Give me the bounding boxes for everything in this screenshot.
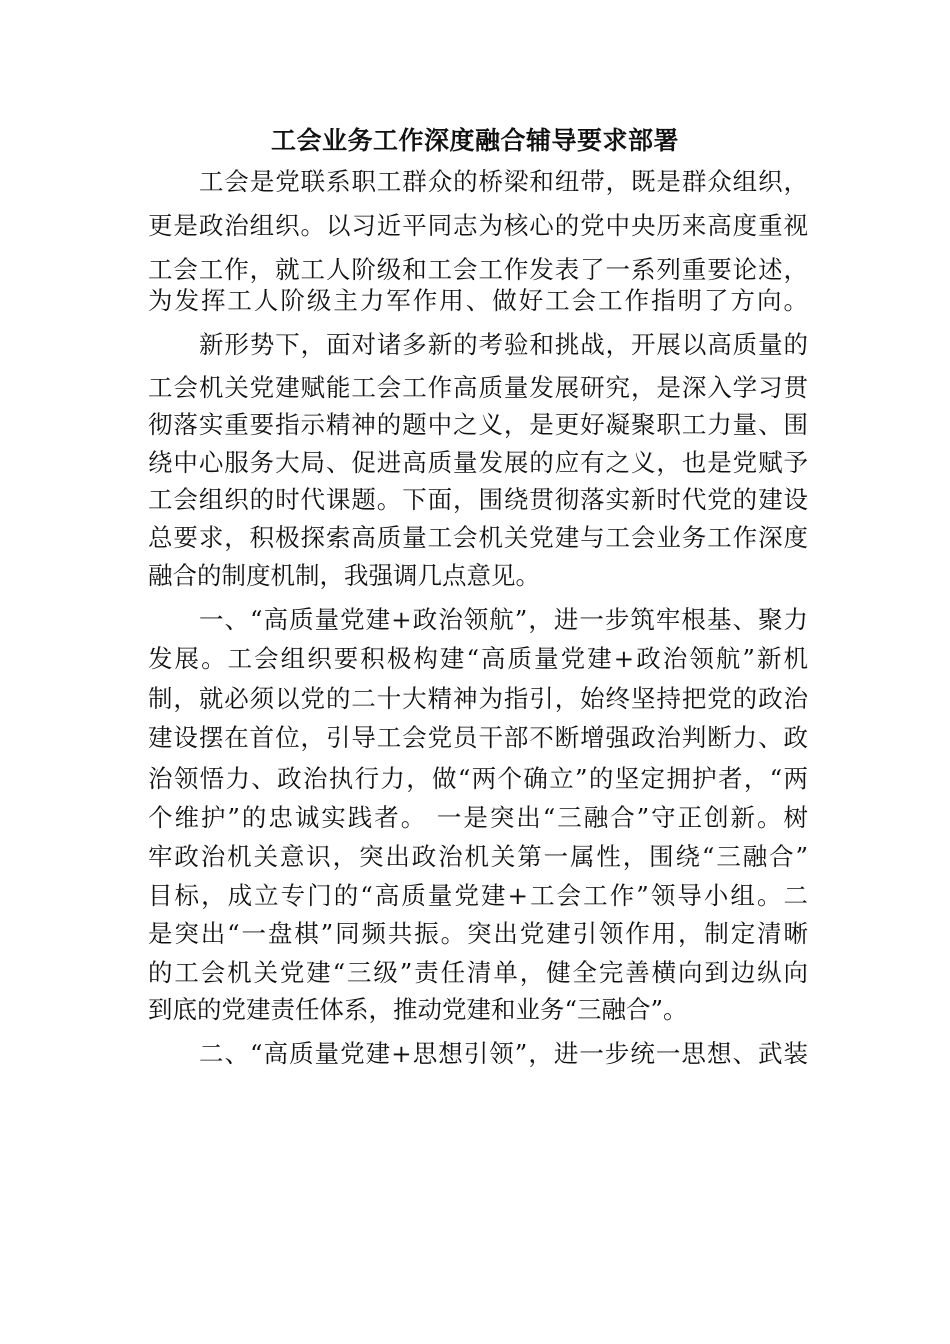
text-line: 目标，成立专门的“高质量党建+工会工作”领导小组。二 <box>148 881 808 910</box>
text-line: 的工会机关党建“三级”责任清单，健全完善横向到边纵向 <box>148 958 808 987</box>
text-line: 更是政治组织。以习近平同志为核心的党中央历来高度重视 <box>148 211 808 240</box>
text-line: 牢政治机关意识，突出政治机关第一属性，围绕“三融合” <box>148 842 808 871</box>
text-line: 到底的党建责任体系，推动党建和业务“三融合”。 <box>148 995 688 1024</box>
text-line: 彻落实重要指示精神的题中之义，是更好凝聚职工力量、围 <box>148 410 808 439</box>
document-title: 工会业务工作深度融合辅导要求部署 <box>270 126 679 155</box>
text-line: 个维护”的忠诚实践者。 一是突出“三融合”守正创新。树 <box>148 803 808 832</box>
text-line: 一、“高质量党建+政治领航”，进一步筑牢根基、聚力 <box>199 605 808 634</box>
text-line: 为发挥工人阶级主力军作用、做好工会工作指明了方向。 <box>148 286 808 315</box>
text-line: 工会是党联系职工群众的桥梁和纽带，既是群众组织， <box>199 167 808 196</box>
text-line: 二、“高质量党建+思想引领”，进一步统一思想、武装 <box>199 1039 808 1068</box>
text-line: 绕中心服务大局、促进高质量发展的应有之义，也是党赋予 <box>148 448 808 477</box>
text-line: 工会组织的时代课题。下面，围绕贯彻落实新时代党的建设 <box>148 485 808 514</box>
text-line: 工会工作，就工人阶级和工会工作发表了一系列重要论述， <box>148 255 808 284</box>
text-line: 总要求，积极探索高质量工会机关党建与工会业务工作深度 <box>148 523 808 552</box>
text-line: 工会机关党建赋能工会工作高质量发展研究，是深入学习贯 <box>148 373 808 402</box>
text-line: 融合的制度机制，我强调几点意见。 <box>148 561 540 590</box>
text-line: 建设摆在首位，引导工会党员干部不断增强政治判断力、政 <box>148 723 808 752</box>
text-line: 是突出“一盘棋”同频共振。突出党建引领作用，制定清晰 <box>148 919 808 948</box>
text-line: 治领悟力、政治执行力，做“两个确立”的坚定拥护者，“两 <box>148 764 808 793</box>
text-line: 新形势下，面对诸多新的考验和挑战，开展以高质量的 <box>199 330 808 359</box>
text-line: 发展。工会组织要积极构建“高质量党建+政治领航”新机 <box>148 644 808 673</box>
text-line: 制，就必须以党的二十大精神为指引，始终坚持把党的政治 <box>148 684 808 713</box>
